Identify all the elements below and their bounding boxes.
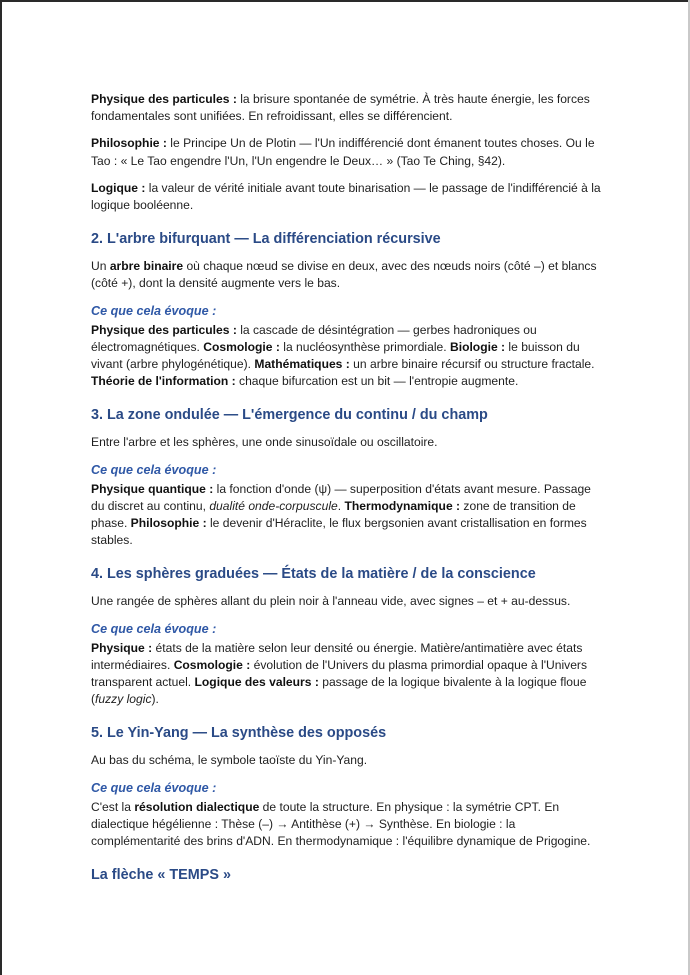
term-label: Physique des particules :: [91, 92, 237, 106]
section-4-heading: 4. Les sphères graduées — États de la matière / de la conscience: [91, 566, 536, 583]
term-text: la valeur de vérité initiale avant toute binarisation — le passage de l'indifférencié à la logique booléenne.: [91, 180, 601, 213]
section-2-heading: 2. L'arbre bifurquant — La différenciation récursive: [91, 231, 441, 248]
section-3-heading: 3. La zone ondulée — L'émergence du continu / du champ: [91, 407, 488, 424]
text: de toute la structure. En physique : la symétrie CPT. En dialectique hégélienne : Thèse (–) → Antithèse (+) → Synthèse. En biologie : la complémentarité des brins d'ADN. En thermodynamique : l'équilibre dynamique de Prigogine.: [91, 799, 591, 849]
term-label: résolution dialectique: [134, 799, 260, 814]
text: la fonction d'onde (ψ) — superposition d'états avant mesure. Passage du discret au continu,: [91, 481, 591, 513]
term-label: Physique quantique :: [91, 481, 214, 496]
term-label: Logique des valeurs :: [194, 675, 319, 690]
section-time-arrow-heading: La flèche « TEMPS »: [91, 867, 231, 884]
italic-term: fuzzy logic: [95, 692, 152, 707]
text: états de la matière selon leur densité ou énergie. Matière/antimatière avec états intermédiaires.: [91, 640, 583, 672]
text: la nucléosynthèse primordiale.: [279, 339, 450, 354]
term-label: Logique :: [91, 180, 146, 195]
intro-particle-physics: [91, 91, 606, 125]
term-label: Physique des particules :: [91, 322, 237, 337]
section-5-heading: 5. Le Yin-Yang — La synthèse des opposés: [91, 725, 387, 742]
term-text: le Principe Un de Plotin — l'Un indifférencié dont émanent toutes choses. Ou le Tao : « Le Tao engendre l'Un, l'Un engendre le Deux… » (Tao Te Ching, §42).: [91, 136, 595, 168]
section-2-body: [91, 322, 606, 391]
text: zone de transition de phase.: [91, 498, 576, 531]
text: Un: [91, 259, 110, 274]
term-label: arbre binaire: [109, 259, 184, 274]
text: la cascade de désintégration — gerbes hadroniques ou électromagnétiques.: [91, 322, 537, 354]
page-border-left: [0, 0, 2, 975]
term-label: Thermodynamique :: [344, 498, 461, 513]
section-3-evoke-heading: Ce que cela évoque :: [91, 462, 217, 477]
text: passage de la logique bivalente à la logique floue (: [91, 675, 587, 707]
section-5-description: Au bas du schéma, le symbole taoïste du Yin-Yang.: [91, 753, 368, 768]
term-label: Physique :: [91, 640, 153, 655]
text: chaque bifurcation est un bit — l'entropie augmente.: [235, 374, 519, 389]
section-3-description: Entre l'arbre et les sphères, une onde sinusoïdale ou oscillatoire.: [91, 435, 438, 450]
section-5-evoke-heading: Ce que cela évoque :: [91, 780, 217, 795]
text: le devenir d'Héraclite, le flux bergsonien avant cristallisation en formes stables.: [91, 516, 587, 548]
section-4-evoke-heading: Ce que cela évoque :: [91, 621, 217, 636]
section-4-description: Une rangée de sphères allant du plein noir à l'anneau vide, avec signes – et + au-dessus.: [91, 594, 571, 609]
page-border-top: [0, 0, 690, 2]
term-label: Mathématiques :: [254, 357, 350, 372]
section-2-evoke-heading: Ce que cela évoque :: [91, 303, 217, 318]
term-label: Cosmologie :: [203, 339, 280, 354]
text: .: [337, 498, 345, 513]
italic-term: dualité onde-corpuscule: [209, 498, 338, 513]
text: un arbre binaire récursif ou structure fractale.: [349, 357, 595, 372]
text: le buisson du vivant (arbre phylogénétique).: [91, 339, 580, 372]
term-label: Cosmologie :: [173, 657, 251, 672]
term-label: Théorie de l'information :: [91, 374, 236, 389]
section-5-body: [91, 799, 606, 851]
text: ).: [151, 692, 159, 707]
term-label: Philosophie :: [130, 516, 207, 531]
term-text: la brisure spontanée de symétrie. À très haute énergie, les forces fondamentales sont unifiées. En refroidissant, elles se différencient.: [91, 92, 590, 124]
section-3-body: [91, 481, 606, 550]
term-label: Biologie :: [449, 339, 506, 354]
text: C'est la: [91, 799, 135, 814]
document-page: [91, 91, 606, 884]
term-label: Philosophie :: [91, 136, 167, 151]
text: évolution de l'Univers du plasma primordial opaque à l'Univers transparent actuel.: [91, 657, 587, 690]
intro-philosophy: [91, 135, 606, 169]
text: où chaque nœud se divise en deux, avec des nœuds noirs (côté –) et blancs (côté +), dont la densité augmente vers le bas.: [91, 259, 597, 291]
section-4-body: [91, 640, 606, 709]
section-2-description: [91, 258, 606, 292]
intro-logic: [91, 180, 606, 214]
